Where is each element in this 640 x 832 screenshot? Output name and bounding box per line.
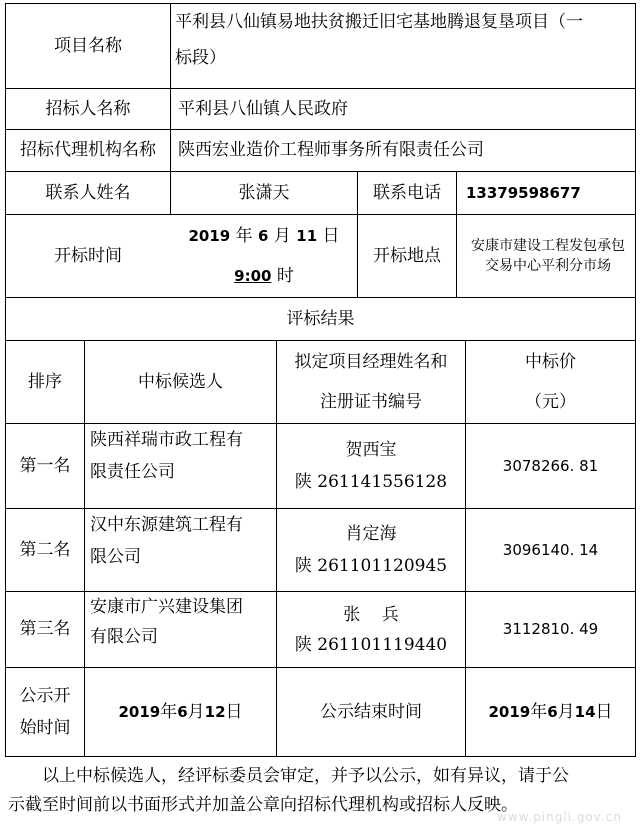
col-divider bbox=[456, 171, 457, 297]
header-manager bbox=[277, 341, 465, 423]
row2-company bbox=[90, 509, 276, 591]
header-price-line2: （元） bbox=[525, 392, 576, 412]
publicity-end-label: 公示结束时间 bbox=[320, 701, 422, 722]
publicity-start-label-line2: 始时间 bbox=[19, 718, 71, 738]
row1-company-line2: 限责任公司 bbox=[90, 462, 175, 482]
project-name-line2: 标段） bbox=[175, 48, 226, 68]
pub-end-day: 14 bbox=[574, 702, 596, 721]
row1-manager bbox=[277, 424, 465, 508]
results-section-title: 评标结果 bbox=[286, 308, 355, 329]
header-rank: 排序 bbox=[28, 371, 62, 392]
footer-note-line1: 以上中标候选人，经评标委员会审定，并予以公示，如有异议，请于公 bbox=[42, 766, 569, 786]
header-price bbox=[466, 341, 635, 423]
open-date bbox=[188, 216, 339, 256]
pub-start-day: 12 bbox=[204, 702, 226, 721]
row3-manager-cert: 陕 261101119440 bbox=[294, 634, 448, 655]
row2-rank: 第二名 bbox=[19, 539, 71, 560]
header-candidate: 中标候选人 bbox=[138, 371, 223, 392]
project-name-label: 项目名称 bbox=[54, 35, 122, 56]
header-manager-line1: 拟定项目经理姓名和 bbox=[294, 352, 448, 372]
open-day-unit: 日 bbox=[322, 226, 340, 246]
open-month: 6 bbox=[258, 227, 269, 245]
project-name-line1: 平利县八仙镇易地扶贫搬迁旧宅基地腾退复垦项目（一 bbox=[175, 12, 583, 32]
row2-price: 3096140. 14 bbox=[502, 540, 599, 559]
row1-price: 3078266. 81 bbox=[502, 456, 599, 475]
publicity-end-date bbox=[466, 668, 635, 756]
row2-company-line1: 汉中东源建筑工程有 bbox=[90, 515, 243, 535]
pub-start-day-unit: 日 bbox=[225, 701, 243, 722]
row3-manager-name: 张 兵 bbox=[343, 604, 399, 625]
open-clock-unit: 时 bbox=[276, 266, 294, 286]
open-month-unit: 月 bbox=[273, 226, 291, 246]
publicity-start-label bbox=[6, 668, 84, 756]
agency-value: 陕西宏业造价工程师事务所有限责任公司 bbox=[178, 140, 484, 160]
tenderer-label: 招标人名称 bbox=[45, 98, 131, 119]
publicity-start-date bbox=[85, 668, 276, 756]
row2-manager-name: 肖定海 bbox=[345, 524, 397, 544]
table-border-right bbox=[635, 3, 636, 756]
row2-manager bbox=[277, 509, 465, 591]
row1-company bbox=[90, 424, 276, 508]
pub-end-year: 2019 bbox=[488, 702, 531, 721]
row3-manager bbox=[277, 592, 465, 667]
open-place-value: 安康市建设工程发包承包交易中心平利分市场 bbox=[471, 238, 625, 274]
header-price-line1: 中标价 bbox=[525, 352, 576, 372]
agency-label: 招标代理机构名称 bbox=[20, 140, 156, 160]
row1-manager-cert: 陕 261141556128 bbox=[294, 472, 448, 492]
open-year: 2019 bbox=[188, 227, 231, 245]
header-manager-line2: 注册证书编号 bbox=[320, 392, 422, 412]
row1-manager-name: 贺西宝 bbox=[345, 440, 397, 460]
pub-start-month: 6 bbox=[177, 702, 188, 721]
pub-start-year: 2019 bbox=[118, 702, 161, 721]
contact-label: 联系人姓名 bbox=[45, 182, 131, 203]
pub-start-month-unit: 月 bbox=[187, 701, 205, 722]
row1-company-line1: 陕西祥瑞市政工程有 bbox=[90, 430, 243, 450]
contact-value: 张潇天 bbox=[238, 182, 290, 203]
row3-rank: 第三名 bbox=[19, 619, 71, 639]
footer-note-line2: 示截至时间前以书面形式并加盖公章向招标代理机构或招标人反映。 bbox=[8, 795, 518, 815]
tenderer-value: 平利县八仙镇人民政府 bbox=[178, 98, 348, 119]
row3-company bbox=[90, 592, 276, 667]
row2-manager-cert: 陕 261101120945 bbox=[294, 556, 448, 576]
pub-end-day-unit: 日 bbox=[595, 701, 613, 722]
phone-label: 联系电话 bbox=[373, 182, 441, 203]
project-name-value bbox=[175, 4, 635, 88]
pub-end-month: 6 bbox=[547, 702, 558, 721]
row2-company-line2: 限公司 bbox=[90, 547, 141, 567]
open-day: 11 bbox=[296, 227, 318, 245]
row3-company-line1: 安康市广兴建设集团 bbox=[90, 597, 243, 617]
open-year-unit: 年 bbox=[235, 226, 253, 246]
row3-company-line2: 有限公司 bbox=[90, 627, 158, 647]
row-divider bbox=[5, 756, 636, 757]
phone-value: 13379598677 bbox=[466, 183, 581, 202]
row3-price: 3112810. 49 bbox=[502, 620, 599, 638]
pub-end-year-unit: 年 bbox=[530, 701, 548, 722]
open-clock-time: 9:00 bbox=[234, 267, 272, 285]
publicity-start-label-line1: 公示开 bbox=[19, 686, 71, 706]
open-place-label: 开标地点 bbox=[373, 245, 441, 266]
open-clock bbox=[234, 256, 294, 296]
watermark: www.pingli.gov.cn bbox=[497, 810, 622, 824]
pub-end-month-unit: 月 bbox=[557, 701, 575, 722]
open-time-label: 开标时间 bbox=[54, 245, 122, 266]
open-time-value bbox=[171, 215, 357, 297]
pub-start-year-unit: 年 bbox=[160, 701, 178, 722]
row1-rank: 第一名 bbox=[19, 455, 71, 476]
